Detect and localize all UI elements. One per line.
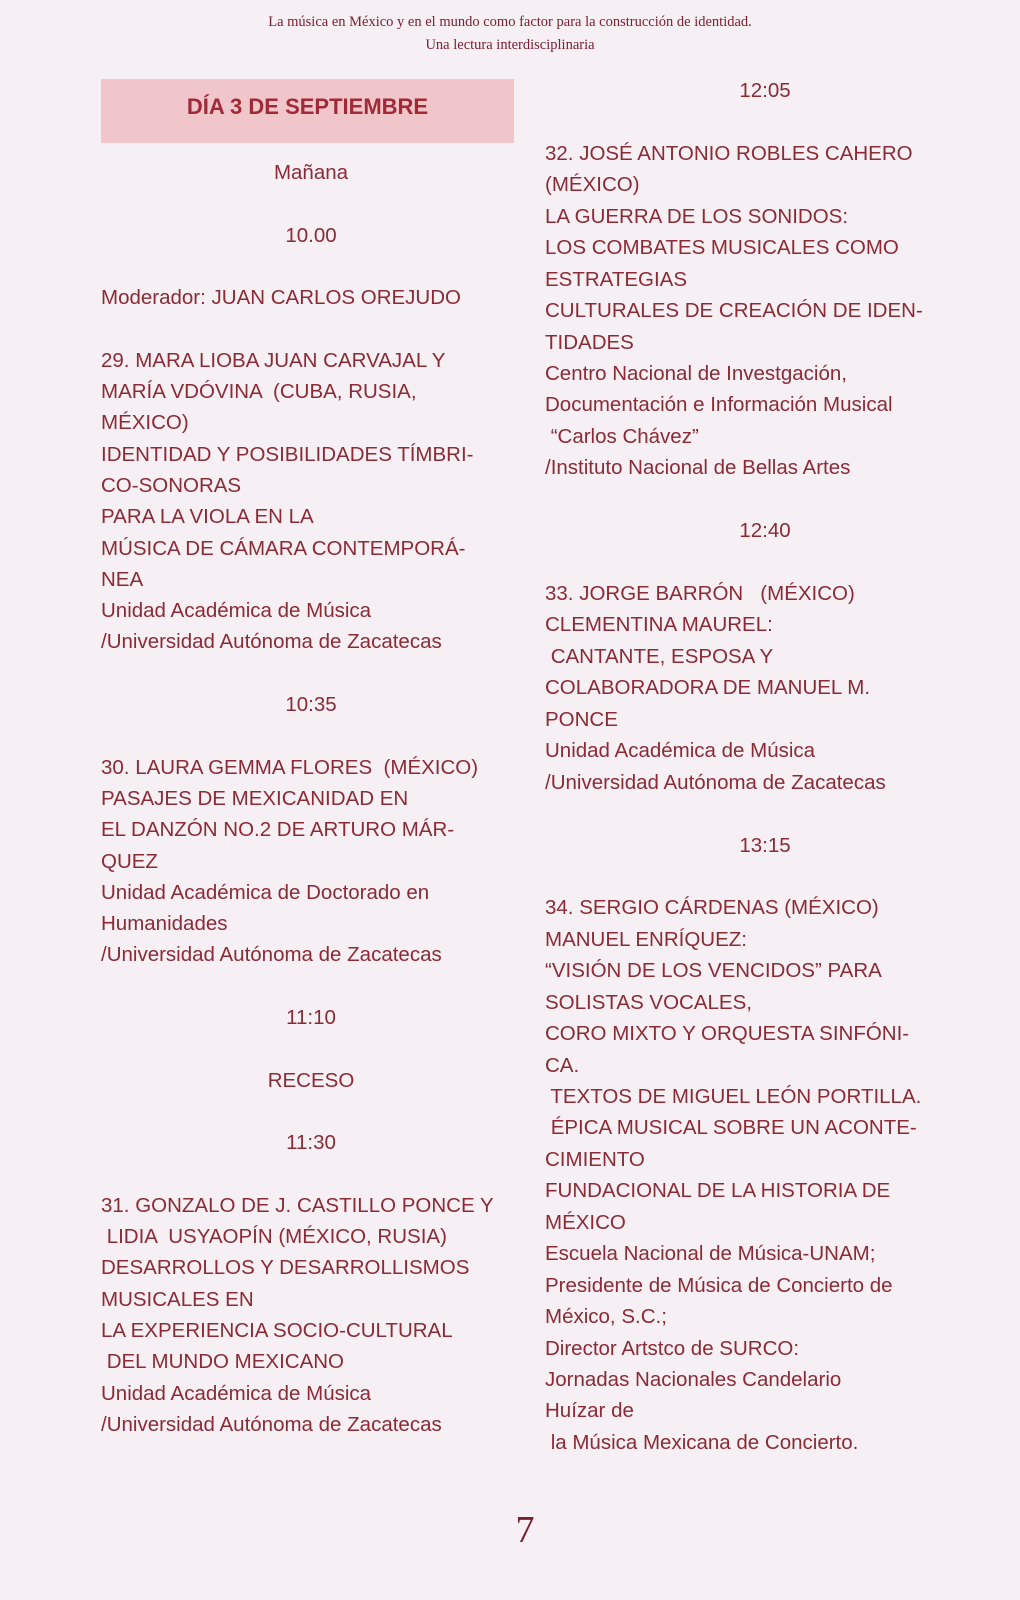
program-line: MANUEL ENRÍQUEZ: [545,927,747,951]
program-line: MUSICALES EN [101,1287,254,1311]
program-line: Unidad Académica de Doctorado en [101,880,430,904]
blank-line [101,313,521,344]
program-line: Unidad Académica de Música [545,739,816,763]
blank-line [545,861,985,892]
program-line: Moderador: JUAN CARLOS OREJUDO [101,286,461,310]
program-line: Huízar de [545,1399,634,1423]
program-line: CORO MIXTO Y ORQUESTA SINFÓNI- [545,1022,910,1046]
blank-line [101,188,521,219]
program-line: CULTURALES DE CREACIÓN DE IDEN- [545,299,923,323]
program-line: 32. JOSÉ ANTONIO ROBLES CAHERO [545,141,913,165]
program-line: Presidente de Música de Concierto de [545,1273,893,1297]
program-line: FUNDACIONAL DE LA HISTORIA DE [545,1179,891,1203]
program-line: DEL MUNDO MEXICANO [101,1350,344,1374]
program-line: Documentación e Información Musical [545,393,893,417]
time-slot: 11:10 [286,1006,336,1030]
program-line: ESTRATEGIAS [545,267,688,291]
program-line: TIDADES [545,330,634,354]
program-line: LIDIA USYAOPÍN (MÉXICO, RUSIA) [101,1225,447,1249]
program-line: NEA [101,567,144,591]
program-line: MÚSICA DE CÁMARA CONTEMPORÁ- [101,536,466,560]
program-line: 29. MARA LIOBA JUAN CARVAJAL Y [101,348,446,372]
blank-line [101,1159,521,1190]
program-line: Jornadas Nacionales Candelario [545,1367,842,1391]
program-line: MÉXICO) [101,411,189,435]
program-line: LA GUERRA DE LOS SONIDOS: [545,204,849,228]
program-line: LA EXPERIENCIA SOCIO-CULTURAL [101,1318,453,1342]
program-line: PARA LA VIOLA EN LA [101,505,314,529]
program-line: “Carlos Chávez” [545,424,699,448]
program-line: COLABORADORA DE MANUEL M. [545,676,871,700]
program-line: Unidad Académica de Música [101,599,372,623]
program-line: LOS COMBATES MUSICALES COMO [545,236,899,260]
program-line: PASAJES DE MEXICANIDAD EN [101,786,409,810]
program-line: CIMIENTO [545,1147,645,1171]
program-line: /Universidad Autónoma de Zacatecas [101,943,442,967]
blank-line [101,720,521,751]
program-line: 30. LAURA GEMMA FLORES (MÉXICO) [101,755,479,779]
program-line: Director Artstco de SURCO: [545,1336,800,1360]
program-line: Unidad Académica de Música [101,1381,372,1405]
page-number: 7 [515,1509,535,1551]
program-line: QUEZ [101,849,158,873]
blank-line [101,658,521,689]
time-slot: 12:05 [739,79,791,102]
time-slot: 11:30 [286,1131,336,1155]
program-line: 33. JORGE BARRÓN (MÉXICO) [545,582,855,605]
program-line: 34. SERGIO CÁRDENAS (MÉXICO) [545,896,879,920]
program-line: /Universidad Autónoma de Zacatecas [101,630,442,654]
time-slot: 12:40 [739,519,791,543]
program-line: /Universidad Autónoma de Zacatecas [101,1412,442,1436]
time-slot: RECESO [267,1068,355,1092]
program-line: MARÍA VDÓVINA (CUBA, RUSIA, [101,380,417,404]
blank-line [101,1033,521,1064]
program-line: (MÉXICO) [545,173,640,197]
time-slot: 10:35 [285,693,337,717]
program-line: ÉPICA MUSICAL SOBRE UN ACONTE- [545,1116,917,1140]
blank-line [545,106,985,137]
blank-line [101,971,521,1002]
running-header-subtitle: Una lectura interdisciplinaria [425,37,595,53]
blank-line [545,484,985,515]
right-column-program [545,75,985,1458]
program-line: SOLISTAS VOCALES, [545,990,752,1014]
program-line: TEXTOS DE MIGUEL LEÓN PORTILLA. [545,1085,922,1108]
program-line: IDENTIDAD Y POSIBILIDADES TÍMBRI- [101,442,474,466]
running-header-title: La música en México y en el mundo como factor para la construcción de identidad. [268,14,752,30]
left-column-program [101,157,521,1440]
time-slot: 13:15 [739,833,791,857]
time-slot: Mañana [273,161,349,184]
program-line: /Universidad Autónoma de Zacatecas [545,770,886,794]
blank-line [545,547,985,578]
program-line: CANTANTE, ESPOSA Y [545,644,774,668]
time-slot: 10.00 [285,223,337,247]
program-line: CLEMENTINA MAUREL: [545,613,773,637]
program-line: MÉXICO [545,1210,626,1234]
blank-line [101,251,521,282]
program-line: México, S.C.; [545,1305,667,1329]
program-line: “VISIÓN DE LOS VENCIDOS” PARA [545,959,882,983]
program-line: PONCE [545,707,618,731]
blank-line [101,1096,521,1127]
program-line: Escuela Nacional de Música-UNAM; [545,1242,876,1266]
day-heading: DÍA 3 DE SEPTIEMBRE [186,94,429,119]
program-line: Humanidades [101,912,228,936]
program-line: /Instituto Nacional de Bellas Artes [545,456,851,480]
program-line: 31. GONZALO DE J. CASTILLO PONCE Y [101,1193,494,1217]
program-line: la Música Mexicana de Concierto. [545,1430,859,1454]
blank-line [545,798,985,829]
program-line: Centro Nacional de Investgación, [545,361,847,385]
program-line: EL DANZÓN NO.2 DE ARTURO MÁR- [101,818,455,842]
program-line: CO-SONORAS [101,473,242,497]
program-line: CA. [545,1053,580,1077]
program-line: DESARROLLOS Y DESARROLLISMOS [101,1256,470,1280]
